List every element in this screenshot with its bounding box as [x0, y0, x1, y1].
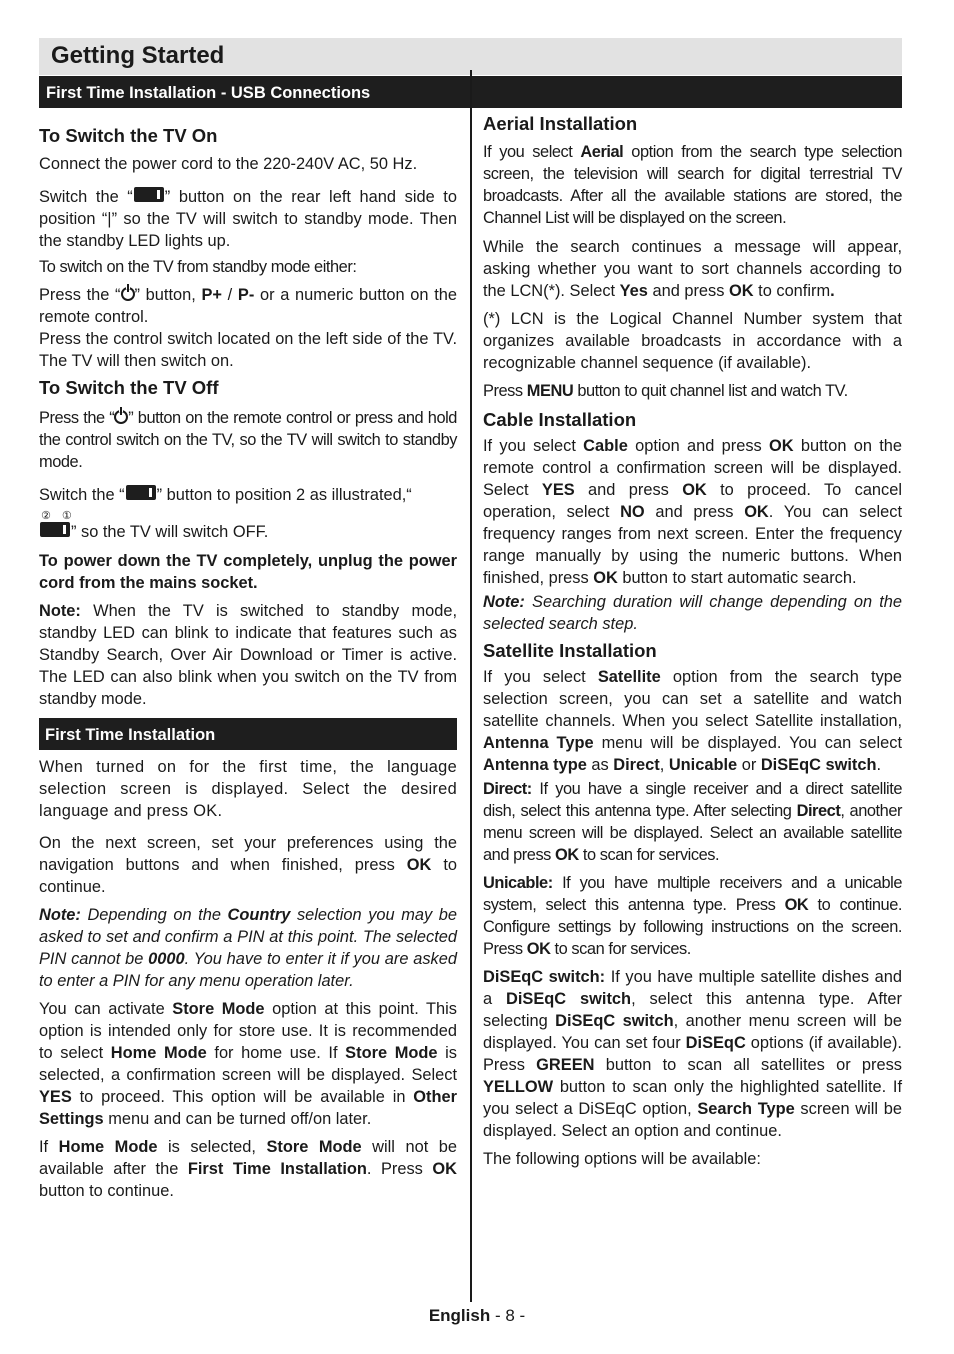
tv-rocker-switch-icon — [126, 485, 156, 500]
text-span: Antenna Type — [483, 734, 594, 752]
text-span: button to scan all satellites or press — [594, 1056, 903, 1074]
text-span: Antenna type — [483, 756, 587, 774]
text-span: or — [737, 756, 761, 774]
text-span: DiSEqC switch — [506, 990, 632, 1008]
text-span: option from the search type selection screen, you can set a satellite and watch satellite channels. When you select Satellite installation, — [483, 668, 903, 730]
switch-off-paragraph-2 — [39, 484, 457, 544]
text-span: ” so the TV will switch OFF. — [71, 523, 269, 541]
switch-on-paragraph-3: To switch on the TV from standby mode either: — [39, 258, 357, 276]
fti-note — [39, 904, 457, 992]
text-span: Switch the “ — [39, 188, 133, 206]
switch-on-heading: To Switch the TV On — [39, 125, 218, 146]
text-span: P+ — [201, 286, 222, 304]
text-span: MENU — [526, 382, 574, 400]
text-span: is selected, a confirmation screen will be displayed. Select — [39, 1044, 457, 1084]
text-span: menu and can be turned off/on later. — [103, 1110, 372, 1128]
aerial-paragraph-1 — [483, 141, 902, 229]
text-span: To power down the TV completely, unplug the power cord from the mains socket. — [39, 552, 457, 592]
text-span: Press the “ — [39, 286, 121, 304]
cable-paragraph-1 — [483, 435, 902, 589]
fti-paragraph-1: When turned on for the first time, the language selection screen is displayed. Select the desired language and press OK. — [39, 758, 457, 820]
text-span: . — [876, 756, 882, 774]
text-span: , another menu screen will be displayed. You can set four — [483, 1012, 902, 1052]
text-span: Store Mode — [266, 1138, 362, 1156]
switch-on-paragraph-5: Press the control switch located on the left side of the TV. The TV will then switch on. — [39, 330, 457, 370]
text-span: DiSEqC switch: — [483, 968, 606, 986]
tv-rocker-switch-icon — [134, 187, 164, 202]
text-span: to proceed. This option will be available in — [71, 1088, 414, 1106]
first-time-installation-bar: First Time Installation — [39, 718, 457, 750]
text-span: Yes — [619, 282, 648, 300]
text-span: If you select — [483, 143, 581, 161]
text-span: button to start automatic search. — [617, 569, 857, 587]
text-span: for home use. If — [206, 1044, 346, 1062]
text-span: to scan for services. — [578, 846, 720, 864]
text-span: will not be available after the — [39, 1138, 457, 1178]
footer-page-number: - 8 - — [490, 1306, 526, 1325]
text-span: Store Mode — [172, 1000, 265, 1018]
satellite-heading: Satellite Installation — [483, 640, 657, 661]
text-span: selection you may be asked to set and confirm a PIN at this point. The selected PIN cannot be — [39, 906, 457, 968]
text-span: is selected, — [157, 1138, 267, 1156]
text-span: If you select — [483, 437, 584, 455]
text-span: If — [39, 1138, 59, 1156]
text-span: menu will be displayed. You can select — [593, 734, 902, 752]
text-span: button on the remote control a confirmation screen will be displayed. Select — [483, 437, 902, 499]
text-span: NO — [620, 503, 645, 521]
text-span: as — [586, 756, 614, 774]
text-span: OK — [744, 503, 769, 521]
text-span: button to quit channel list and watch TV. — [573, 382, 848, 400]
text-span: to confirm — [753, 282, 831, 300]
tv-rocker-switch-icon — [40, 522, 70, 537]
text-span: , — [659, 756, 669, 774]
text-span: . You can select frequency ranges from next screen. Enter the frequency range manually by using the numeric buttons. When finished, press — [483, 503, 903, 587]
text-span: . You have to enter it if you are asked to enter a PIN for any menu operation later. — [39, 950, 457, 990]
right-column — [483, 112, 902, 1176]
switch-off-paragraph-3 — [39, 550, 457, 594]
text-span: DiSEqC — [685, 1034, 746, 1052]
switch-off-note — [39, 600, 457, 710]
fti-paragraph-2 — [39, 832, 457, 898]
text-span: Unicable: — [483, 874, 553, 892]
footer-language: English — [428, 1306, 491, 1325]
text-span: . Press — [366, 1160, 433, 1178]
switch-on-paragraph-2 — [39, 186, 457, 252]
text-span: Press — [483, 382, 527, 400]
section-header-label: First Time Installation - USB Connections — [46, 84, 371, 102]
text-span: DiSEqC switch — [555, 1012, 674, 1030]
text-span: OK — [729, 282, 754, 300]
switch-off-paragraph-1 — [39, 407, 457, 473]
text-span: If you have multiple receivers and a unicable system, select this antenna type. Press — [483, 874, 902, 914]
satellite-last-line: The following options will be available: — [483, 1150, 761, 1168]
text-span: screen will be displayed. Select an option and continue. — [483, 1100, 902, 1140]
text-span: If you select — [483, 668, 598, 686]
text-span: OK — [555, 846, 579, 864]
text-span: option at this point. This option is intended only for store use. It is recommended to select — [39, 1000, 457, 1062]
power-symbol-icon — [121, 287, 135, 301]
text-span: Direct — [796, 802, 841, 820]
text-span: If you have multiple satellite dishes and a — [483, 968, 902, 1008]
satellite-paragraph-1 — [483, 666, 902, 776]
fti-paragraph-4 — [39, 1136, 457, 1202]
text-span: Direct: — [483, 780, 532, 798]
aerial-paragraph-3: (*) LCN is the Logical Channel Number system that organizes available broadcasts in accordance with a recognizable channel sequence (if available). — [483, 310, 902, 372]
text-span: Switch the “ — [39, 486, 125, 504]
text-span: OK — [526, 940, 551, 958]
text-span: ” button on the remote control or press and hold the control switch on the TV, so the TV will switch to standby mode. — [39, 409, 457, 471]
text-span: ” button, — [134, 286, 202, 304]
satellite-diseqc — [483, 966, 902, 1142]
text-span: / — [221, 286, 238, 304]
text-span: or a numeric button on the remote control. — [39, 286, 457, 326]
switch-on-paragraph-4 — [39, 284, 457, 328]
text-span: If you have a single receiver and a direct satellite dish, select this antenna type. After selecting — [483, 780, 902, 820]
text-span: to proceed. To cancel operation, select — [483, 481, 903, 521]
satellite-direct — [483, 778, 902, 866]
text-span: Country — [227, 906, 291, 924]
text-span: to scan for services. — [550, 940, 691, 958]
text-span: and press — [644, 503, 745, 521]
text-span: Depending on the — [80, 906, 228, 924]
power-symbol-icon — [114, 410, 128, 424]
aerial-paragraph-4 — [483, 380, 902, 402]
text-span: 0000 — [148, 950, 185, 968]
text-span: On the next screen, set your preferences using the navigation buttons and when finished, press — [39, 834, 457, 874]
text-span: Satellite — [597, 668, 661, 686]
text-span: You can activate — [39, 1000, 173, 1018]
text-span: Press the “ — [39, 409, 115, 427]
cable-heading: Cable Installation — [483, 409, 637, 430]
column-divider — [470, 70, 472, 1302]
text-span: OK — [784, 896, 809, 914]
text-span: Search Type — [697, 1100, 795, 1118]
switch-on-paragraph-1: Connect the power cord to the 220-240V AC, 50 Hz. — [39, 155, 418, 173]
text-span: DiSEqC switch — [760, 756, 877, 774]
text-span: Cable — [583, 437, 628, 455]
text-span: YELLOW — [483, 1078, 554, 1096]
text-span: . — [830, 282, 835, 300]
page-title: Getting Started — [51, 42, 225, 69]
text-span: Home Mode — [110, 1044, 207, 1062]
text-span: ” button on the rear left hand side to position “|” so the TV will switch to standby mode. Then the standby LED lights up. — [39, 188, 457, 250]
text-span: Direct — [613, 756, 660, 774]
text-span: While the search continues a message will appear, asking whether you want to sort channels according to the LCN(*). Select — [483, 238, 902, 300]
text-span: Searching duration will change depending on the selected search step. — [483, 593, 902, 633]
text-span: button to scan only the highlighted satellite. If you select a DiSEqC option, — [483, 1078, 902, 1118]
text-span: Store Mode — [345, 1044, 438, 1062]
left-column — [39, 124, 457, 1208]
aerial-heading: Aerial Installation — [483, 113, 638, 134]
text-span: Note: — [483, 593, 525, 611]
text-span: to continue. Configure settings by following instructions on the screen. Press — [483, 896, 902, 958]
text-span: Note: — [39, 602, 81, 620]
text-span: options (if available). Press — [483, 1034, 902, 1074]
text-span: OK — [593, 569, 618, 587]
fti-paragraph-3 — [39, 998, 457, 1130]
text-span: Note: — [39, 906, 81, 924]
text-span: to continue. — [39, 856, 457, 896]
text-span: OK — [432, 1160, 457, 1178]
text-span: GREEN — [536, 1056, 595, 1074]
text-span: ” button to position 2 as illustrated,“ — [156, 486, 412, 504]
text-span: P- — [237, 286, 255, 304]
text-span: Unicable — [668, 756, 738, 774]
text-span: Other Settings — [39, 1088, 457, 1128]
satellite-unicable — [483, 872, 902, 960]
text-span: Aerial — [580, 143, 624, 161]
text-span: When the TV is switched to standby mode, standby LED can blink to indicate that features such as Standby Search, Over Air Download or Timer is active. The LED can also blink when you switch on the TV from standby mode. — [39, 602, 457, 708]
text-span: First Time Installation — [187, 1160, 367, 1178]
text-span: and press — [647, 282, 729, 300]
cable-note — [483, 591, 902, 635]
switch-position-labels: ② ① — [41, 510, 76, 522]
text-span: Home Mode — [58, 1138, 158, 1156]
aerial-paragraph-2 — [483, 236, 902, 302]
text-span: , another menu screen will be displayed. Select an available satellite and press — [483, 802, 902, 864]
text-span: OK — [682, 481, 707, 499]
page-footer — [0, 1306, 954, 1326]
text-span: YES — [541, 481, 575, 499]
text-span: , select this antenna type. After selecting — [483, 990, 902, 1030]
text-span: option and press — [627, 437, 769, 455]
text-span: option from the search type selection screen, the television will search for digital terrestrial TV broadcasts. After all the available stations are stored, the Channel List will be displayed on the screen. — [483, 143, 902, 227]
text-span: OK — [406, 856, 432, 874]
switch-position-diagram — [39, 510, 76, 544]
text-span: button to continue. — [39, 1182, 174, 1200]
switch-off-heading: To Switch the TV Off — [39, 377, 219, 398]
text-span: OK — [769, 437, 794, 455]
text-span: YES — [39, 1088, 72, 1106]
text-span: and press — [574, 481, 683, 499]
